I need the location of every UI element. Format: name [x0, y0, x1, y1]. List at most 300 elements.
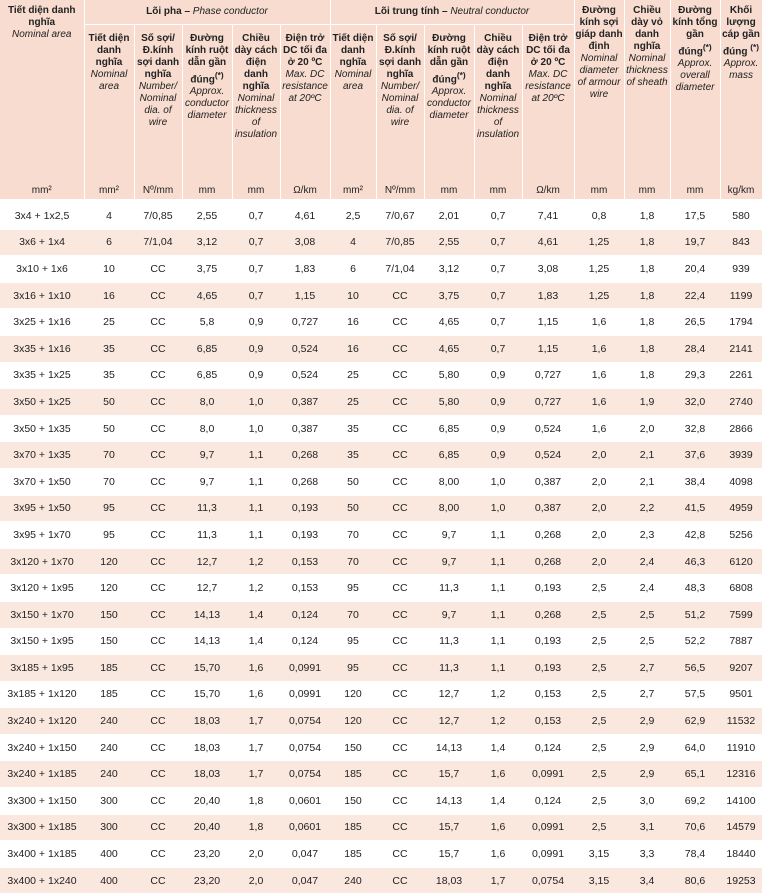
table-cell: 17,5: [670, 201, 720, 229]
table-cell: 32,0: [670, 389, 720, 416]
header-phase-insulation: Chiều dày cách điện danh nghĩa Nominal thickness of insulation: [232, 25, 280, 184]
table-cell: 0,0601: [280, 788, 330, 815]
table-cell: 2,5: [574, 628, 624, 655]
table-row: [0, 335, 762, 362]
table-cell: CC: [134, 655, 182, 682]
table-cell: 2,0: [232, 841, 280, 868]
table-cell: 28,4: [670, 335, 720, 362]
table-cell: 0,7: [474, 256, 522, 283]
table-cell: 64,0: [670, 734, 720, 761]
table-cell: 3,08: [280, 229, 330, 256]
table-cell: 3x240 + 1x185: [0, 761, 84, 788]
table-cell: CC: [376, 734, 424, 761]
table-cell: 4959: [720, 495, 762, 522]
table-cell: 580: [720, 201, 762, 229]
table-cell: 120: [84, 548, 134, 575]
table-cell: 0,7: [232, 282, 280, 309]
table-cell: 2,7: [624, 655, 670, 682]
table-cell: CC: [376, 681, 424, 708]
header-neutral-conductor: Lõi trung tính – Neutral conductor: [330, 0, 574, 25]
table-cell: 3,0: [624, 788, 670, 815]
table-row: [0, 362, 762, 389]
table-cell: 7/1,04: [376, 256, 424, 283]
table-cell: 0,268: [522, 548, 574, 575]
table-row: [0, 229, 762, 256]
table-cell: 8,0: [182, 389, 232, 416]
table-cell: 2,55: [424, 229, 474, 256]
header-phase-resistance: Điện trở DC tối đa ở 20 ºC Max. DC resistance at 20ºC: [280, 25, 330, 184]
table-cell: 0,124: [522, 734, 574, 761]
table-cell: CC: [376, 309, 424, 336]
table-cell: 11532: [720, 708, 762, 735]
table-cell: 5,80: [424, 362, 474, 389]
table-cell: 1,2: [232, 575, 280, 602]
unit-armour-diameter: mm: [574, 183, 624, 201]
table-cell: 3x185 + 1x95: [0, 655, 84, 682]
table-cell: 0,387: [280, 415, 330, 442]
table-cell: 16: [330, 335, 376, 362]
table-cell: 6,85: [424, 415, 474, 442]
table-cell: 35: [84, 362, 134, 389]
table-cell: 65,1: [670, 761, 720, 788]
table-cell: 1,8: [624, 362, 670, 389]
table-cell: 240: [84, 734, 134, 761]
table-cell: 4,65: [424, 335, 474, 362]
unit-neutral-resistance: Ω/km: [522, 183, 574, 201]
table-cell: 9501: [720, 681, 762, 708]
table-cell: 0,153: [280, 575, 330, 602]
table-cell: 9,7: [182, 468, 232, 495]
table-cell: 7/0,85: [376, 229, 424, 256]
table-cell: CC: [134, 788, 182, 815]
table-cell: 35: [330, 415, 376, 442]
header-neutral-conductor-dia: Đường kính ruột dẫn gần đúng(*) Approx. conductor diameter: [424, 25, 474, 184]
table-row: [0, 548, 762, 575]
table-cell: 2,55: [182, 201, 232, 229]
table-cell: 3,75: [182, 256, 232, 283]
table-cell: 2,5: [574, 681, 624, 708]
table-row: [0, 734, 762, 761]
table-cell: 0,153: [280, 548, 330, 575]
table-cell: 0,387: [280, 389, 330, 416]
table-cell: 12,7: [424, 708, 474, 735]
table-cell: 2,1: [624, 468, 670, 495]
table-cell: CC: [376, 628, 424, 655]
table-cell: 3x70 + 1x35: [0, 442, 84, 469]
unit-neutral-wires: Nº/mm: [376, 183, 424, 201]
table-cell: 843: [720, 229, 762, 256]
table-cell: 3x25 + 1x16: [0, 309, 84, 336]
table-cell: 95: [330, 628, 376, 655]
table-cell: 2,9: [624, 734, 670, 761]
table-cell: 150: [330, 788, 376, 815]
table-cell: 11,3: [424, 628, 474, 655]
table-cell: 0,124: [280, 628, 330, 655]
table-cell: 32,8: [670, 415, 720, 442]
table-cell: 12316: [720, 761, 762, 788]
table-cell: 6,85: [424, 442, 474, 469]
table-cell: 0,124: [522, 788, 574, 815]
table-cell: 2,5: [624, 628, 670, 655]
table-cell: 41,5: [670, 495, 720, 522]
table-cell: 19253: [720, 867, 762, 894]
table-cell: 0,8: [574, 201, 624, 229]
table-cell: 11,3: [424, 655, 474, 682]
table-cell: 0,7: [474, 201, 522, 229]
table-cell: 1,0: [474, 495, 522, 522]
table-cell: 3x400 + 1x185: [0, 841, 84, 868]
table-cell: 8,00: [424, 495, 474, 522]
table-cell: 0,193: [280, 495, 330, 522]
table-cell: 0,047: [280, 867, 330, 894]
table-cell: 0,7: [474, 335, 522, 362]
table-cell: 3x50 + 1x25: [0, 389, 84, 416]
table-cell: CC: [134, 468, 182, 495]
table-cell: 1,2: [232, 548, 280, 575]
table-cell: 240: [84, 761, 134, 788]
table-cell: 120: [330, 708, 376, 735]
table-cell: 2,5: [574, 601, 624, 628]
table-cell: CC: [376, 575, 424, 602]
table-cell: 14100: [720, 788, 762, 815]
table-cell: 0,9: [232, 335, 280, 362]
table-cell: 25: [330, 362, 376, 389]
table-cell: CC: [134, 282, 182, 309]
table-cell: CC: [376, 788, 424, 815]
table-cell: 3x95 + 1x50: [0, 495, 84, 522]
table-cell: 1,6: [574, 335, 624, 362]
table-cell: 3,75: [424, 282, 474, 309]
table-cell: 3x150 + 1x95: [0, 628, 84, 655]
table-cell: 15,7: [424, 841, 474, 868]
table-cell: 1,6: [574, 362, 624, 389]
table-cell: CC: [134, 495, 182, 522]
table-cell: 185: [84, 681, 134, 708]
table-cell: 16: [84, 282, 134, 309]
table-cell: 300: [84, 788, 134, 815]
table-cell: 3x400 + 1x240: [0, 867, 84, 894]
table-cell: 8,0: [182, 415, 232, 442]
table-cell: 2,0: [232, 867, 280, 894]
table-cell: 6,85: [182, 335, 232, 362]
table-cell: CC: [376, 867, 424, 894]
table-cell: 1,1: [474, 548, 522, 575]
table-cell: 9207: [720, 655, 762, 682]
table-cell: 1,4: [474, 734, 522, 761]
table-cell: 1,4: [474, 788, 522, 815]
table-cell: 50: [84, 389, 134, 416]
table-cell: 2,0: [574, 442, 624, 469]
table-cell: 12,7: [424, 681, 474, 708]
table-cell: 4,65: [182, 282, 232, 309]
table-cell: 1,8: [624, 201, 670, 229]
table-cell: 2,9: [624, 708, 670, 735]
table-cell: 1,25: [574, 282, 624, 309]
table-cell: 3x150 + 1x70: [0, 601, 84, 628]
table-cell: 7/0,67: [376, 201, 424, 229]
table-cell: 22,4: [670, 282, 720, 309]
unit-phase-resistance: Ω/km: [280, 183, 330, 201]
table-cell: 0,0991: [522, 841, 574, 868]
table-cell: 1,0: [232, 389, 280, 416]
table-cell: 1,6: [232, 681, 280, 708]
table-cell: 1,8: [624, 229, 670, 256]
table-cell: 0,387: [522, 495, 574, 522]
table-cell: 1,8: [624, 282, 670, 309]
table-cell: 23,20: [182, 867, 232, 894]
table-cell: 38,4: [670, 468, 720, 495]
table-cell: CC: [134, 309, 182, 336]
table-cell: 2,0: [624, 415, 670, 442]
header-phase-area: Tiết diện danh nghĩa Nominal area: [84, 25, 134, 184]
table-cell: 4,61: [522, 229, 574, 256]
table-cell: 240: [84, 708, 134, 735]
table-cell: 1,2: [474, 681, 522, 708]
table-cell: 1,1: [232, 495, 280, 522]
table-cell: CC: [134, 575, 182, 602]
table-cell: 1,1: [232, 522, 280, 549]
table-cell: 120: [84, 575, 134, 602]
table-cell: 9,7: [424, 548, 474, 575]
table-row: [0, 708, 762, 735]
table-cell: 0,727: [522, 362, 574, 389]
table-row: [0, 389, 762, 416]
unit-phase-conductor-dia: mm: [182, 183, 232, 201]
table-cell: 0,9: [474, 362, 522, 389]
table-cell: 2,5: [574, 814, 624, 841]
table-cell: 11910: [720, 734, 762, 761]
unit-phase-insulation: mm: [232, 183, 280, 201]
unit-phase-area: mm²: [84, 183, 134, 201]
table-cell: 9,7: [182, 442, 232, 469]
unit-mass: kg/km: [720, 183, 762, 201]
table-cell: CC: [376, 708, 424, 735]
table-cell: CC: [134, 628, 182, 655]
table-cell: 1,6: [574, 415, 624, 442]
table-cell: 0,9: [232, 309, 280, 336]
table-cell: 6: [84, 229, 134, 256]
table-cell: CC: [134, 601, 182, 628]
table-cell: 0,9: [232, 362, 280, 389]
table-cell: CC: [134, 867, 182, 894]
table-cell: 0,7: [474, 282, 522, 309]
table-cell: 3x300 + 1x150: [0, 788, 84, 815]
table-cell: 14,13: [182, 601, 232, 628]
table-cell: 7,41: [522, 201, 574, 229]
table-cell: 3,08: [522, 256, 574, 283]
table-cell: 0,153: [522, 681, 574, 708]
table-cell: 0,268: [522, 522, 574, 549]
table-cell: 57,5: [670, 681, 720, 708]
table-cell: 2,1: [624, 442, 670, 469]
table-cell: CC: [376, 655, 424, 682]
table-cell: 0,047: [280, 841, 330, 868]
table-cell: 0,153: [522, 708, 574, 735]
table-cell: 70: [330, 548, 376, 575]
header-phase-wires: Số sợi/ Đ.kính sợi danh nghĩa Number/ Nominal dia. of wire: [134, 25, 182, 184]
header-neutral-wires: Số sợi/ Đ.kính sợi danh nghĩa Number/ Nominal dia. of wire: [376, 25, 424, 184]
table-row: [0, 655, 762, 682]
table-cell: 1199: [720, 282, 762, 309]
table-cell: 1,7: [232, 734, 280, 761]
table-cell: 18,03: [182, 708, 232, 735]
table-cell: 95: [84, 522, 134, 549]
table-row: [0, 575, 762, 602]
table-cell: 2,4: [624, 548, 670, 575]
header-mass: Khối lượng cáp gần đúng (*) Approx. mass: [720, 0, 762, 183]
table-cell: 3x35 + 1x16: [0, 335, 84, 362]
table-cell: 1794: [720, 309, 762, 336]
table-cell: 2,0: [574, 468, 624, 495]
table-cell: 70,6: [670, 814, 720, 841]
table-cell: 3x185 + 1x120: [0, 681, 84, 708]
table-cell: 1,4: [232, 601, 280, 628]
table-cell: 150: [84, 628, 134, 655]
table-cell: 3x4 + 1x2,5: [0, 201, 84, 229]
table-cell: 1,8: [624, 309, 670, 336]
table-cell: 14579: [720, 814, 762, 841]
table-cell: 29,3: [670, 362, 720, 389]
table-cell: 6,85: [182, 362, 232, 389]
table-cell: 2,5: [624, 601, 670, 628]
table-cell: 1,6: [574, 389, 624, 416]
table-cell: 12,7: [182, 575, 232, 602]
table-cell: CC: [134, 389, 182, 416]
table-cell: CC: [376, 442, 424, 469]
table-cell: 18,03: [424, 867, 474, 894]
table-cell: 7887: [720, 628, 762, 655]
table-cell: 26,5: [670, 309, 720, 336]
table-row: [0, 495, 762, 522]
table-cell: 35: [330, 442, 376, 469]
table-cell: 62,9: [670, 708, 720, 735]
table-row: [0, 256, 762, 283]
table-cell: 3x120 + 1x70: [0, 548, 84, 575]
table-cell: 10: [330, 282, 376, 309]
table-cell: CC: [134, 415, 182, 442]
table-cell: 0,268: [280, 442, 330, 469]
table-cell: CC: [376, 601, 424, 628]
table-cell: 1,8: [232, 814, 280, 841]
table-cell: CC: [134, 256, 182, 283]
table-cell: CC: [376, 841, 424, 868]
table-cell: 8,00: [424, 468, 474, 495]
table-cell: 0,727: [280, 309, 330, 336]
table-cell: 0,0754: [280, 761, 330, 788]
table-cell: 15,7: [424, 761, 474, 788]
table-cell: 1,8: [232, 788, 280, 815]
table-cell: 7/1,04: [134, 229, 182, 256]
table-cell: 1,6: [474, 841, 522, 868]
table-cell: 400: [84, 841, 134, 868]
table-cell: CC: [376, 468, 424, 495]
table-cell: 7/0,85: [134, 201, 182, 229]
table-cell: CC: [134, 442, 182, 469]
table-cell: 1,1: [232, 468, 280, 495]
table-cell: 0,193: [522, 655, 574, 682]
table-cell: CC: [134, 362, 182, 389]
table-cell: 0,524: [280, 362, 330, 389]
table-cell: 15,70: [182, 681, 232, 708]
table-cell: 0,193: [522, 628, 574, 655]
table-row: [0, 681, 762, 708]
table-row: [0, 309, 762, 336]
table-cell: 3,15: [574, 867, 624, 894]
table-cell: CC: [134, 708, 182, 735]
table-cell: 2,9: [624, 761, 670, 788]
table-cell: 1,2: [474, 708, 522, 735]
table-cell: 14,13: [424, 788, 474, 815]
unit-neutral-conductor-dia: mm: [424, 183, 474, 201]
table-cell: 78,4: [670, 841, 720, 868]
table-cell: 2141: [720, 335, 762, 362]
table-cell: 0,7: [232, 256, 280, 283]
header-nominal-area: Tiết diện danh nghĩa Nominal area: [0, 0, 84, 183]
table-cell: 50: [330, 468, 376, 495]
table-row: [0, 468, 762, 495]
table-row: [0, 814, 762, 841]
table-row: [0, 282, 762, 309]
table-cell: 6: [330, 256, 376, 283]
table-cell: 0,524: [280, 335, 330, 362]
table-row: [0, 841, 762, 868]
table-cell: 0,268: [280, 468, 330, 495]
table-cell: 1,1: [474, 522, 522, 549]
table-cell: 1,7: [474, 867, 522, 894]
table-row: [0, 601, 762, 628]
unit-sheath-thickness: mm: [624, 183, 670, 201]
table-row: [0, 415, 762, 442]
table-cell: 56,5: [670, 655, 720, 682]
unit-nominal-area: mm²: [0, 183, 84, 201]
table-cell: 20,40: [182, 788, 232, 815]
table-cell: 2,5: [574, 761, 624, 788]
table-cell: CC: [134, 522, 182, 549]
table-cell: 10: [84, 256, 134, 283]
table-cell: 37,6: [670, 442, 720, 469]
table-cell: 3x70 + 1x50: [0, 468, 84, 495]
table-cell: 3939: [720, 442, 762, 469]
table-cell: 0,727: [522, 389, 574, 416]
unit-phase-wires: Nº/mm: [134, 183, 182, 201]
table-cell: 0,0991: [522, 761, 574, 788]
table-cell: 3,15: [574, 841, 624, 868]
table-cell: 1,9: [624, 389, 670, 416]
table-cell: 185: [84, 655, 134, 682]
table-cell: 3x35 + 1x25: [0, 362, 84, 389]
table-cell: 1,8: [624, 335, 670, 362]
table-cell: 2,5: [574, 788, 624, 815]
table-cell: 2,5: [574, 708, 624, 735]
table-row: [0, 201, 762, 229]
table-cell: 0,0754: [280, 734, 330, 761]
table-cell: 3,1: [624, 814, 670, 841]
table-cell: 1,25: [574, 256, 624, 283]
table-cell: 2,7: [624, 681, 670, 708]
table-cell: 5256: [720, 522, 762, 549]
table-cell: CC: [134, 335, 182, 362]
table-cell: CC: [376, 522, 424, 549]
table-body: [0, 201, 762, 894]
table-cell: 1,7: [232, 708, 280, 735]
table-cell: 0,0991: [280, 655, 330, 682]
table-cell: 4,61: [280, 201, 330, 229]
table-cell: 2,5: [330, 201, 376, 229]
table-cell: 1,1: [474, 575, 522, 602]
table-cell: 11,3: [424, 575, 474, 602]
table-cell: 70: [330, 522, 376, 549]
table-cell: 2,0: [574, 495, 624, 522]
